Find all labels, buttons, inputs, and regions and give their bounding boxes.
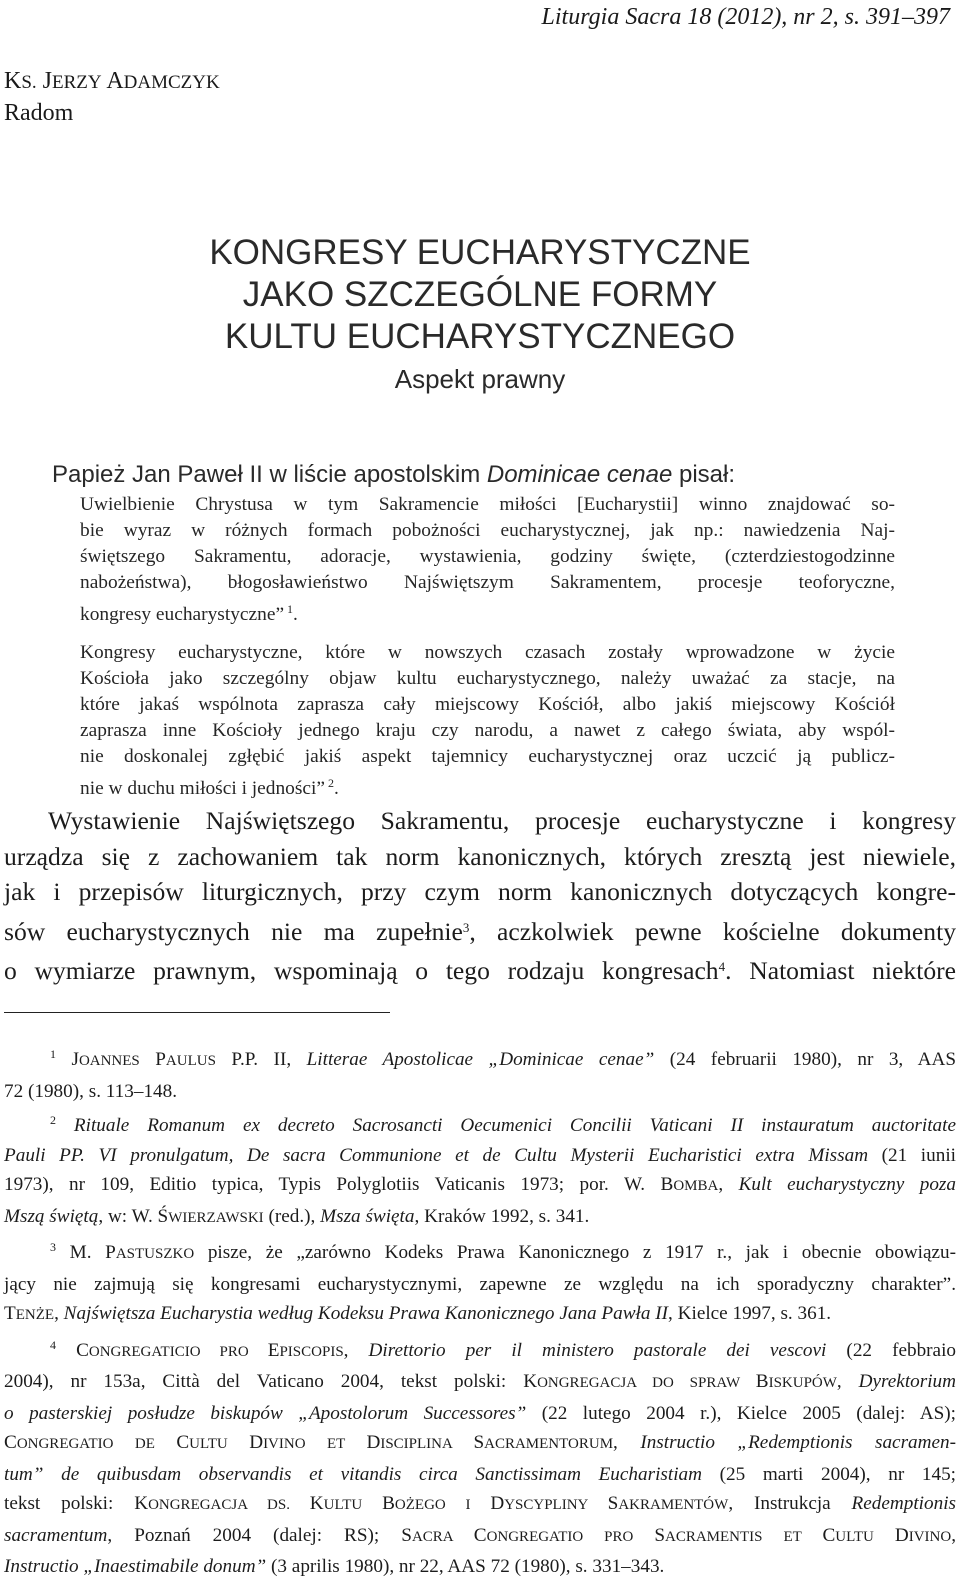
footnote-1-cont: 72 (1980), s. 113–148. [4, 1080, 178, 1102]
footnote-ref[interactable]: 3 [462, 919, 470, 935]
footnote-3-cont: TENŻE, Najświętsza Eucharystia według Kodeksu Prawa Kanonicznego Jana Pawła II, Kielce 1997, s. 361. [4, 1303, 832, 1324]
article-title [0, 232, 960, 396]
quote-line: Kościoła jako szczególny objaw kultu eucharystycznego, należy uważać za stacje, na [80, 668, 895, 689]
quote-line: Uwielbienie Chrystusa w tym Sakramencie miłości [Eucharystii] winno znajdować so- [80, 494, 895, 515]
footnote-3-cont: jący nie zajmują się kongresami eucharystycznymi, zapewne ze względu na ich sporadyczny charakter”. [4, 1273, 956, 1295]
footnote-ref[interactable]: 4 [718, 959, 726, 974]
footnote-4-cont: o pasterskiej posłudze biskupów „Apostolorum Successores” (22 lutego 2004 r.), Kielce 2005 (dalej: AS); [4, 1402, 956, 1424]
footnote-4-cont: 2004), nr 153a, Città del Vaticano 2004, tekst polski: KONGREGACJA DO SPRAW BISKUPÓW, Dyrektorium [4, 1371, 956, 1392]
quote-line: Kongresy eucharystyczne, które w nowszych czasach zostały wprowadzone w życie [80, 642, 895, 663]
footnote-divider [4, 1012, 390, 1013]
body-line: Wystawienie Najświętszego Sakramentu, procesje eucharystyczne i kongresy [48, 806, 956, 835]
quote-line: świętszego Sakramentu, adoracje, wystawienia, godziny święte, (czterdziestogodzinne [80, 546, 895, 567]
footnote-ref[interactable]: 2 [328, 776, 335, 790]
body-line: sów eucharystycznych nie ma zupełnie$^3$, aczkolwiek pewne kościelne dokumenty [4, 916, 956, 946]
quote-line: nie doskonalej zgłębić jakiś aspekt tajemnicy eucharystycznej oraz uczcić ją publicz- [80, 746, 895, 767]
quote-line: kongresy eucharystyczne” $^1$. [80, 602, 298, 625]
title-line: JAKO SZCZEGÓLNE FORMY [242, 275, 718, 314]
author-name: KS. JERZY ADAMCZYK [4, 68, 220, 94]
footnote-4: $^4$ CONGREGATICIO PRO EPISCOPIS, Direttorio per il ministero pastorale dei vescovi (22 febbraio [50, 1337, 956, 1361]
journal-citation: Liturgia Sacra 18 (2012), nr 2, s. 391–397 [541, 4, 950, 30]
footnote-2: $^2$ Rituale Romanum ex decreto Sacrosancti Oecumenici Concilii Vaticani II instauratum auctoritate [50, 1113, 956, 1136]
footnote-1: $^1$ JOANNES PAULUS P.P. II, Litterae Apostolicae „Dominicae cenae” (24 februarii 1980), nr 3, AAS [50, 1047, 956, 1070]
footnote-4-cont: CONGREGATIO DE CULTU DIVINO ET DISCIPLINA SACRAMENTORUM, Instructio „Redemptionis sacramen- [4, 1432, 956, 1453]
body-line: urządza się z zachowaniem tak norm kanonicznych, których zresztą jest niewiele, [4, 841, 956, 871]
quote-line: które jakaś wspólnota zaprasza cały miejscowy Kościół, albo jakiś miejscowy Kościół [80, 694, 895, 715]
body-paragraph [4, 803, 956, 989]
quote-line: zaprasza inne Kościoły jednego kraju czy narodu, a nawet z całego świata, aby wspól- [80, 720, 895, 741]
footnote-ref[interactable]: 1 [287, 602, 294, 616]
footnotes [4, 1040, 956, 1582]
footnote-4-cont: tum” de quibusdam observandis et vitandis circa Sanctissimam Eucharistiam (25 marti 2004), nr 145; [4, 1463, 956, 1485]
block-quote-1 [80, 492, 895, 628]
quote-line: bie wyraz w różnych formach pobożności eucharystycznej, jak np.: nawiedzenia Naj- [80, 520, 895, 541]
footnote-3: $^3$ M. PASTUSZKO pisze, że „zarówno Kodeks Prawa Kanonicznego z 1917 r., jak i obecnie obowiązu- [50, 1240, 957, 1263]
body-line: o wymiarze prawnym, wspominają o tego rodzaju kongresach$^4$. Natomiast niektóre [4, 956, 956, 985]
footnote-2-cont: 1973), nr 109, Editio typica, Typis Polyglotiis Vaticanis 1973; por. W. BOMBA, Kult eucharystyczny poza [4, 1174, 956, 1195]
title-line: KULTU EUCHARYSTYCZNEGO [224, 317, 736, 356]
author-block [4, 66, 220, 128]
intro-sentence: Papież Jan Paweł II w liście apostolskim Dominicae cenae pisał: [52, 461, 735, 488]
footnote-2-cont: Pauli PP. VI pronulgatum, De sacra Communione et de Cultu Mysterii Eucharistici extra Missam (21 iunii [4, 1144, 956, 1166]
footnote-4-cont: Instructio „Inaestimabile donum” (3 aprilis 1980), nr 22, AAS 72 (1980), s. 331–343. [4, 1556, 665, 1577]
footnote-4-cont: tekst polski: KONGREGACJA DS. KULTU BOŻEGO I DYSCYPLINY SAKRAMENTÓW, Instrukcja Redemptionis [4, 1493, 956, 1514]
title-line: KONGRESY EUCHARYSTYCZNE [209, 233, 751, 272]
article-subtitle: Aspekt prawny [394, 364, 566, 394]
footnote-2-cont: Mszą świętą, w: W. ŚWIERZAWSKI (red.), Msza święta, Kraków 1992, s. 341. [4, 1205, 590, 1227]
block-quote-2 [80, 640, 895, 802]
author-city: Radom [4, 100, 74, 126]
quote-line: nie w duchu miłości i jedności” $^2$. [80, 776, 339, 799]
body-line: jak i przepisów liturgicznych, przy czym norm kanonicznych dotyczących kongre- [4, 877, 956, 906]
quote-line: nabożeństwa), błogosławieństwo Najświętszym Sakramentem, procesje teoforyczne, [80, 572, 895, 593]
footnote-4-cont: sacramentum, Poznań 2004 (dalej: RS); SACRA CONGREGATIO PRO SACRAMENTIS ET CULTU DIVINO, [4, 1524, 957, 1546]
